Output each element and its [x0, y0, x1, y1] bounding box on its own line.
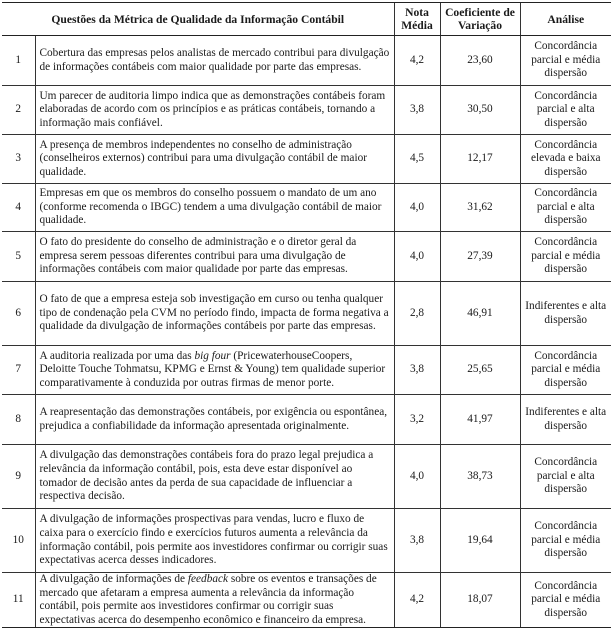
row-number: 1: [2, 36, 35, 86]
header-question: Questões da Métrica de Qualidade da Informação Contábil: [2, 3, 394, 36]
analise: Concordância parcial e média dispersão: [520, 509, 611, 573]
coef-variacao: 38,73: [440, 445, 520, 509]
table-row: [2, 232, 611, 282]
question-text: [35, 346, 394, 395]
coef-variacao: 27,39: [440, 232, 520, 282]
header-nota-media: Nota Média: [394, 3, 440, 36]
table-row: [2, 573, 611, 628]
header-analise: Análise: [520, 3, 611, 36]
table-row: [2, 445, 611, 509]
analise: Concordância parcial e média dispersão: [520, 573, 611, 628]
question-text-emphasis: feedback: [187, 573, 229, 585]
analise: Concordância elevada e baixa dispersão: [520, 135, 611, 184]
analise: Concordância parcial e alta dispersão: [520, 445, 611, 509]
row-number: 9: [2, 445, 35, 509]
table-row: [2, 184, 611, 232]
question-text: [35, 573, 394, 628]
nota-media: 4,2: [394, 573, 440, 628]
analise: Indiferentes e alta dispersão: [520, 395, 611, 445]
table-row: [2, 135, 611, 184]
analise: Concordância parcial e média dispersão: [520, 232, 611, 282]
question-text-post: sobre os eventos e transações de mercado que afetaram a empresa aumenta a relevância da informação contábil, pois permite aos investidores confirmar ou corrigir suas expectativas acerca do desempenho econômico e financeiro da empresa.: [39, 573, 377, 626]
nota-media: 4,0: [394, 232, 440, 282]
question-text: Cobertura das empresas pelos analistas de mercado contribui para divulgação de informações contábeis com maior qualidade por parte das empresas.: [35, 36, 394, 86]
header-coef-variacao: Coeficiente de Variação: [440, 3, 520, 36]
question-text: A divulgação das demonstrações contábeis fora do prazo legal prejudica a relevância da informação contábil, pois, esta deve estar disponível ao tomador de decisão antes da perda de sua capacidade de influenciar a respectiva decisão.: [35, 445, 394, 509]
question-text: Empresas em que os membros do conselho possuem o mandato de um ano (conforme recomenda o IBGC) tendem a uma divulgação contábil de maior qualidade.: [35, 184, 394, 232]
nota-media: 2,8: [394, 282, 440, 346]
analise: Concordância parcial e média dispersão: [520, 346, 611, 395]
nota-media: 3,8: [394, 86, 440, 135]
nota-media: 4,5: [394, 135, 440, 184]
coef-variacao: 12,17: [440, 135, 520, 184]
nota-media: 3,2: [394, 395, 440, 445]
coef-variacao: 23,60: [440, 36, 520, 86]
question-text-pre: A auditoria realizada por uma das: [39, 349, 195, 362]
coef-variacao: 18,07: [440, 573, 520, 628]
question-text-post: (PricewaterhouseCoopers, Deloitte Touche Tohmatsu, KPMG e Ernst & Young) tem qualidade superior comparativamente à conduzida por outras firmas de menor porte.: [39, 349, 386, 389]
coef-variacao: 46,91: [440, 282, 520, 346]
row-number: 10: [2, 509, 35, 573]
table-header-row: [2, 3, 611, 36]
coef-variacao: 30,50: [440, 86, 520, 135]
question-text: Um parecer de auditoria limpo indica que as demonstrações contábeis foram elaboradas de acordo com os princípios e as práticas contábeis, tornando a informação mais confiável.: [35, 86, 394, 135]
coef-variacao: 41,97: [440, 395, 520, 445]
table-row: [2, 346, 611, 395]
table-row: [2, 395, 611, 445]
question-text: A divulgação de informações prospectivas para vendas, lucro e fluxo de caixa para o exercício findo e exercícios futuros aumenta a relevância da informação contábil, pois permite aos investidores confirmar ou corrigir suas expectativas acerca desses indicadores.: [35, 509, 394, 573]
analise: Concordância parcial e alta dispersão: [520, 86, 611, 135]
nota-media: 4,2: [394, 36, 440, 86]
question-text-pre: A divulgação de informações de: [39, 573, 188, 585]
row-number: 7: [2, 346, 35, 395]
quality-metric-table: [2, 2, 611, 628]
question-text: A reapresentação das demonstrações contábeis, por exigência ou espontânea, prejudica a confiabilidade da informação apresentada originalmente.: [35, 395, 394, 445]
coef-variacao: 19,64: [440, 509, 520, 573]
coef-variacao: 25,65: [440, 346, 520, 395]
table-row: [2, 509, 611, 573]
row-number: 3: [2, 135, 35, 184]
analise: Concordância parcial e alta dispersão: [520, 184, 611, 232]
nota-media: 3,8: [394, 346, 440, 395]
nota-media: 4,0: [394, 184, 440, 232]
nota-media: 3,8: [394, 509, 440, 573]
nota-media: 4,0: [394, 445, 440, 509]
row-number: 8: [2, 395, 35, 445]
question-text: A presença de membros independentes no conselho de administração (conselheiros externos) contribui para uma divulgação contábil de maior qualidade.: [35, 135, 394, 184]
row-number: 11: [2, 573, 35, 628]
question-text-emphasis: big four: [194, 349, 231, 362]
table-row: [2, 86, 611, 135]
analise: Concordância parcial e média dispersão: [520, 36, 611, 86]
question-text: O fato de que a empresa esteja sob investigação em curso ou tenha qualquer tipo de condenação pela CVM no período findo, impacta de forma negativa a qualidade da divulgação de informações contábeis por parte das empresas.: [35, 282, 394, 346]
row-number: 5: [2, 232, 35, 282]
coef-variacao: 31,62: [440, 184, 520, 232]
question-text: O fato do presidente do conselho de administração e o diretor geral da empresa serem pessoas diferentes contribui para uma divulgação de informações contábeis com maior qualidade por parte das empresas.: [35, 232, 394, 282]
table-row: [2, 36, 611, 86]
analise: Indiferentes e alta dispersão: [520, 282, 611, 346]
row-number: 4: [2, 184, 35, 232]
row-number: 6: [2, 282, 35, 346]
table-row: [2, 282, 611, 346]
row-number: 2: [2, 86, 35, 135]
